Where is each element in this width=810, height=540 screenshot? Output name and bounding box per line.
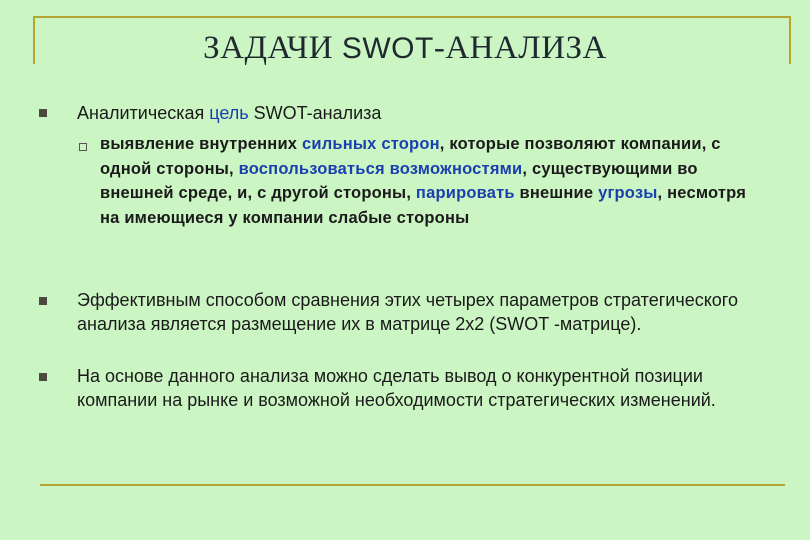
bullet-1-text — [77, 101, 381, 125]
bullet-1-post: SWOT-анализа — [248, 103, 382, 123]
sub-text-1: выявление внутренних — [100, 135, 302, 153]
bullet-3-text: На основе данного анализа можно сделать вывод о конкурентной позиции компании на рынке и возможной необходимости стратегических изменений. — [77, 366, 716, 410]
sub-text-4: внешние — [514, 184, 599, 202]
title-part-3: -АНАЛИЗА — [433, 30, 607, 66]
sub-highlight-parry: парировать — [415, 184, 515, 202]
sub-highlight-opportunities: воспользоваться возможностями — [238, 159, 523, 178]
sub-highlight-threats: угрозы — [598, 184, 658, 202]
sub-highlight-strengths: сильных сторон — [301, 135, 440, 153]
sub-bullet-hollow-square-icon — [79, 143, 87, 151]
bullet-1-pre: Аналитическая — [77, 103, 210, 123]
sub-text-3: , существующими во внешней среде, и, с другой стороны, — [100, 159, 698, 202]
bullet-square-icon — [39, 109, 47, 117]
bottom-divider — [40, 484, 785, 486]
bullet-2-text: Эффективным способом сравнения этих четырех параметров стратегического анализа является размещение их в матрице 2х2 (SWOT -матрице). — [77, 290, 738, 334]
title-part-2: SWOT — [341, 32, 434, 65]
bullet-1-highlight: цель — [209, 103, 249, 123]
bullet-square-icon — [39, 373, 47, 381]
bullet-square-icon — [39, 297, 47, 305]
page-title — [0, 27, 810, 69]
sub-bullet-text — [100, 132, 760, 230]
sub-text-2: , которые позволяют компании, с одной стороны, — [100, 135, 721, 178]
title-part-1: ЗАДАЧИ — [203, 30, 342, 66]
title-frame-top — [33, 16, 791, 18]
sub-text-5: , несмотря на имеющиеся у компании слабые стороны — [100, 184, 747, 227]
